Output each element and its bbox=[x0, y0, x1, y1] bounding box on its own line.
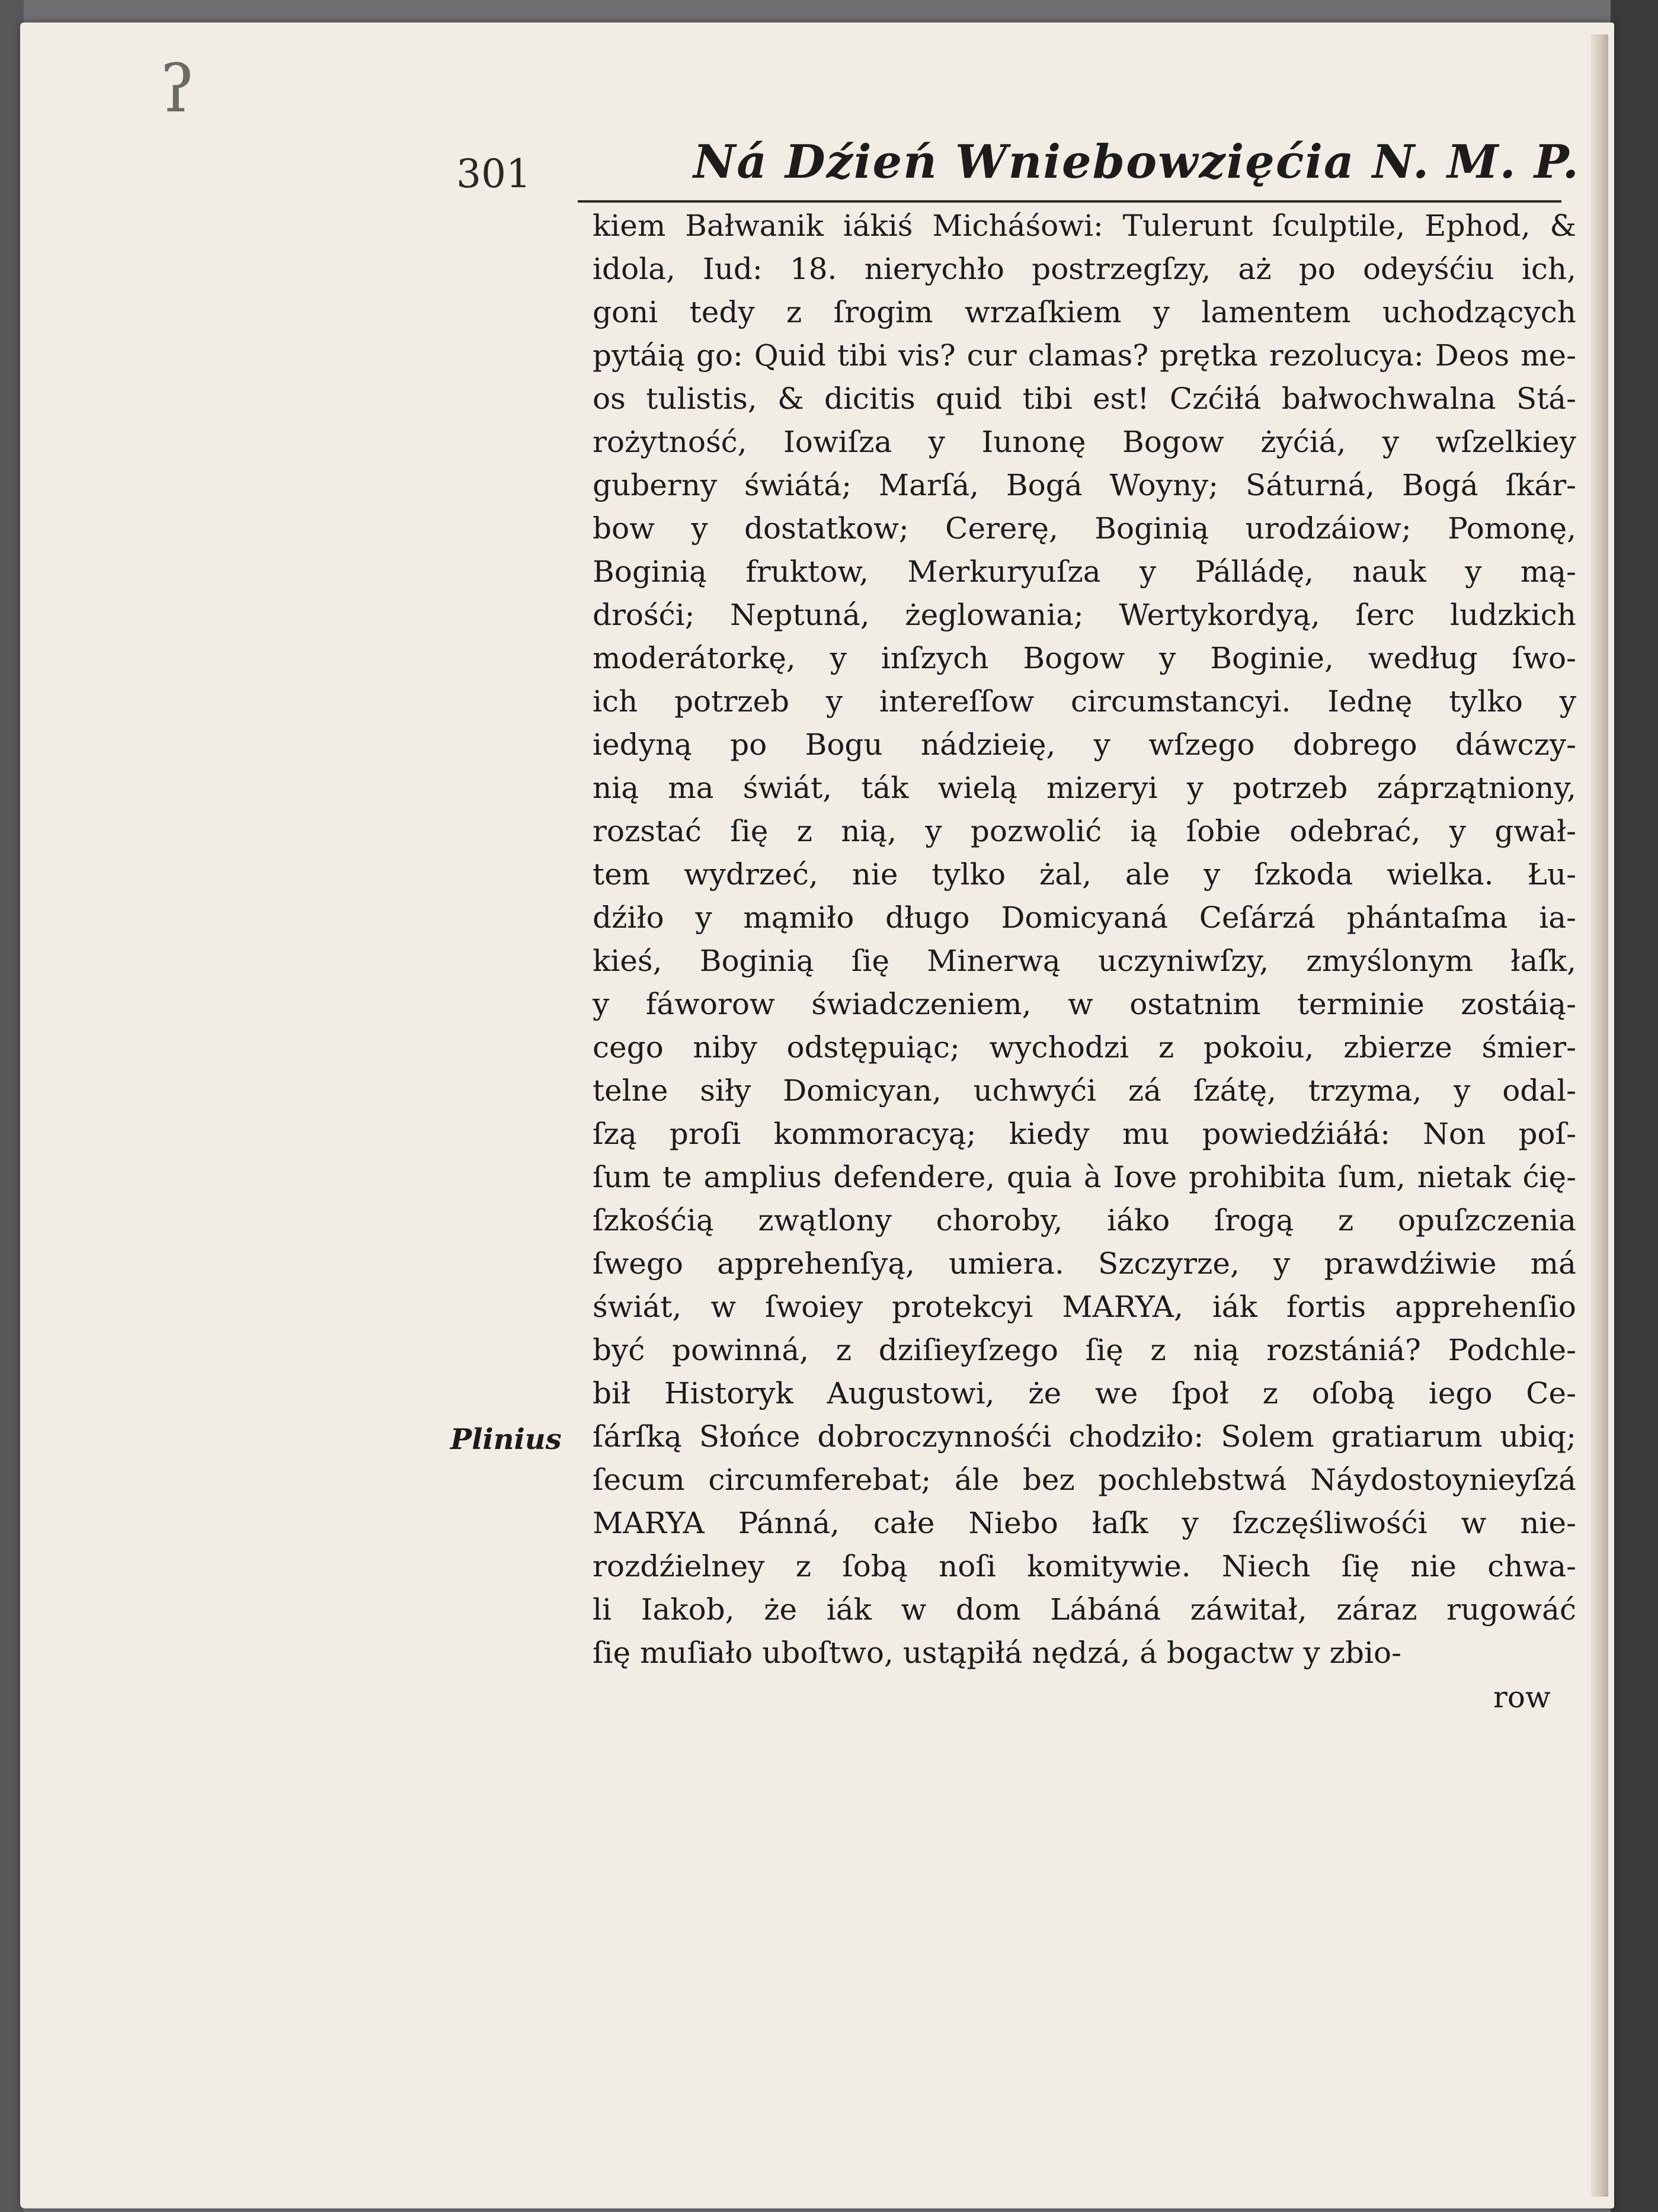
running-head: Ná Dźień Wniebowzięćia N. M. P. bbox=[693, 135, 1580, 189]
text-line: idola, Iud: 18. nierychło postrzegſzy, aż po odeyśćiu ich, bbox=[593, 252, 1576, 286]
margin-note: Plinius bbox=[450, 1423, 562, 1456]
header-rule bbox=[578, 200, 1561, 203]
text-line: pytáią go: Quid tibi vis? cur clamas? prętka rezolucya: Deos me- bbox=[593, 338, 1576, 373]
text-line: goni tedy z ſrogim wrzaſkiem y lamentem uchodzących bbox=[593, 295, 1576, 329]
text-line: ſię muſiało uboſtwo, ustąpiłá nędzá, á bogactw y zbio- bbox=[593, 1636, 1402, 1670]
text-line: bow y dostatkow; Cererę, Boginią urodzáiow; Pomonę, bbox=[593, 511, 1576, 546]
text-line: być powinná, z dziſieyſzego ſię z nią rozstániá? Podchle- bbox=[593, 1333, 1576, 1367]
text-line: cego niby odstępuiąc; wychodzi z pokoiu, zbierze śmier- bbox=[593, 1030, 1576, 1065]
text-line: y fáworow świadczeniem, w ostatnim terminie zostáią- bbox=[593, 987, 1576, 1021]
text-line: bił Historyk Augustowi, że we ſpoł z oſobą iego Ce- bbox=[593, 1376, 1576, 1410]
text-line: drośći; Neptuná, żeglowania; Wertykordyą, ſerc ludzkich bbox=[593, 598, 1576, 632]
page-edge-shadow bbox=[1590, 34, 1608, 2197]
text-line: ſárſką Słońce dobroczynnośći chodziło: Solem gratiarum ubiq; bbox=[593, 1419, 1576, 1454]
text-line: telne siły Domicyan, uchwyći zá ſzátę, trzyma, y odal- bbox=[593, 1073, 1576, 1108]
text-line: ſum te amplius defendere, quia à Iove prohibita ſum, nietak ćię- bbox=[593, 1160, 1576, 1194]
text-line: dźiło y mąmiło długo Domicyaná Ceſárzá phántaſma ia- bbox=[593, 900, 1576, 935]
text-line: rozstać ſię z nią, y pozwolić ią ſobie odebrać, y gwał- bbox=[593, 814, 1576, 848]
text-line: os tulistis, & dicitis quid tibi est! Czćiłá bałwochwalna Stá- bbox=[593, 382, 1576, 416]
text-line: MARYA Pánná, całe Niebo łaſk y ſzczęśliwośći w nie- bbox=[593, 1506, 1576, 1540]
body-text bbox=[593, 204, 1576, 1675]
text-line: moderátorkę, y inſzych Bogow y Boginie, według ſwo- bbox=[593, 641, 1576, 675]
text-line: świát, w ſwoiey protekcyi MARYA, iák fortis apprehenſio bbox=[593, 1290, 1576, 1324]
text-line: iedyną po Bogu nádzieię, y wſzego dobrego dáwczy- bbox=[593, 727, 1576, 762]
text-line: Boginią fruktow, Merkuryuſza y Pálládę, nauk y mą- bbox=[593, 554, 1576, 589]
text-line: li Iakob, że iák w dom Lábáná záwitał, záraz rugowáć bbox=[593, 1592, 1576, 1627]
text-line: nią ma świát, ták wielą mizeryi y potrzeb záprzątniony, bbox=[593, 771, 1576, 805]
text-line: ich potrzeb y intereſſow circumstancyi. Iednę tylko y bbox=[593, 684, 1576, 719]
text-line: ſzkośćią zwątlony choroby, iáko ſrogą z opuſzczenia bbox=[593, 1203, 1576, 1238]
text-line: rozdźielney z ſobą noſi komitywie. Niech ſię nie chwa- bbox=[593, 1549, 1576, 1583]
text-line: guberny świátá; Marſá, Bogá Woyny; Sáturná, Bogá ſkár- bbox=[593, 468, 1576, 502]
catchword: row bbox=[1493, 1680, 1551, 1714]
text-line: kiem Bałwanik iákiś Micháśowi: Tulerunt ſculptile, Ephod, & bbox=[593, 209, 1576, 243]
page-number: 301 bbox=[456, 151, 531, 197]
ink-mark-icon: ʔ bbox=[160, 51, 195, 127]
text-line: ſzą proſi kommoracyą; kiedy mu powiedźiáłá: Non poſ- bbox=[593, 1117, 1576, 1151]
text-line: tem wydrzeć, nie tylko żal, ale y ſzkoda wielka. Łu- bbox=[593, 857, 1576, 892]
book-spine-edge bbox=[1611, 0, 1658, 2212]
text-line: ſecum circumferebat; ále bez pochlebstwá Náydostoynieyſzá bbox=[593, 1463, 1576, 1497]
text-line: kieś, Boginią ſię Minerwą uczyniwſzy, zmyślonym łaſk, bbox=[593, 944, 1576, 978]
text-line: ſwego apprehenſyą, umiera. Szczyrze, y prawdźiwie má bbox=[593, 1246, 1576, 1281]
text-line: rożytność, Iowiſza y Iunonę Bogow żyćiá, y wſzelkiey bbox=[593, 425, 1576, 459]
